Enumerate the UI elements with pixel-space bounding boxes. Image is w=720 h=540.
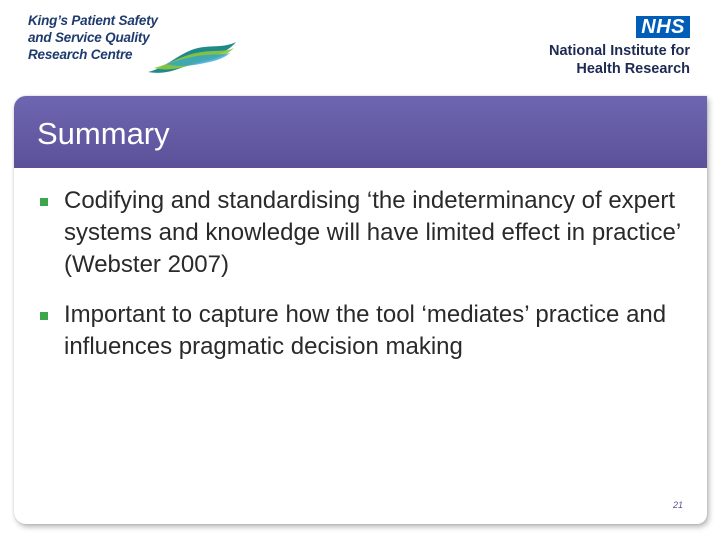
kings-logo-line-2: and Service Quality [28,30,150,45]
bullet-square-icon [40,312,48,320]
kings-logo-line-1: King’s Patient Safety [28,13,158,28]
wave-swoosh-icon [146,38,238,78]
kings-logo-text [28,12,158,63]
kings-logo-line-3: Research Centre [28,47,133,62]
title-band [14,96,707,168]
slide-number: 21 [672,500,683,510]
nhs-nihr-logo [520,16,690,78]
nihr-line-1: National Institute for [549,43,690,59]
content-panel [14,96,707,524]
bullet-text: Important to capture how the tool ‘mediates’ practice and influences pragmatic decision making [64,301,667,360]
nhs-badge: NHS [636,16,690,38]
bullet-square-icon [40,198,48,206]
slide-title: Summary [37,116,170,151]
nihr-line-2: Health Research [576,61,690,77]
bullet-item [36,299,696,363]
kings-logo [28,12,228,78]
nihr-text [520,42,690,78]
bullet-text: Codifying and standardising ‘the indeterminancy of expert systems and knowledge will have limited effect in practice’ (Webster 2007) [64,187,681,278]
bullet-item [36,185,696,281]
bullet-list [36,185,696,381]
